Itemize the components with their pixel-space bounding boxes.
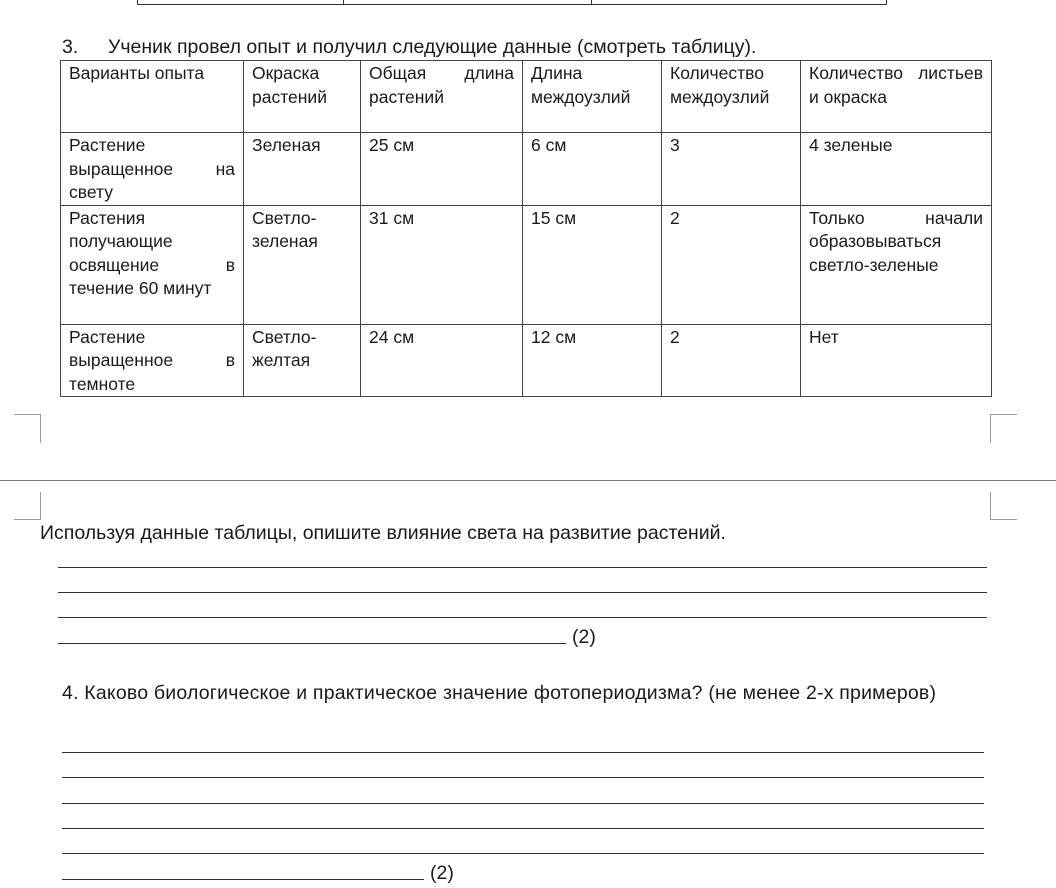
question-4-text: 4. Каково биологическое и практическое значение фотопериодизма? (не менее 2-х примеров) — [62, 682, 937, 704]
crop-mark-bottom-left — [14, 414, 41, 443]
header-leaves: Количество листьев и окраска — [801, 61, 992, 133]
answer-line[interactable] — [62, 803, 984, 804]
answer-line[interactable] — [62, 853, 984, 854]
question-3-text: Ученик провел опыт и получил следующие данные (смотреть таблицу). — [108, 36, 757, 58]
question-3-number: 3. — [62, 36, 79, 58]
cell-color: Зеленая — [244, 133, 361, 206]
cell-internode-length: 12 см — [523, 324, 662, 397]
answer-line[interactable] — [62, 777, 984, 778]
answer-line[interactable] — [62, 828, 984, 829]
header-total-length: Общая длина растений — [361, 61, 523, 133]
cell-leaves: 4 зеленые — [801, 133, 992, 206]
table-row — [61, 324, 992, 397]
cell-internode-length: 15 см — [523, 205, 662, 324]
crop-mark-top-left — [14, 492, 41, 520]
score-q3: (2) — [572, 626, 596, 648]
instruction-text: Используя данные таблицы, опишите влияние света на развитие растений. — [40, 522, 726, 544]
table-row — [61, 205, 992, 324]
header-color: Окраска растений — [244, 61, 361, 133]
previous-table-remnant — [137, 0, 887, 5]
answer-line[interactable] — [62, 752, 984, 753]
table-row — [61, 133, 992, 206]
cell-color: Светло-зеленая — [244, 205, 361, 324]
cell-color: Светло-желтая — [244, 324, 361, 397]
score-q4: (2) — [430, 862, 454, 884]
experiment-table — [60, 60, 992, 397]
answer-line[interactable] — [58, 643, 566, 644]
crop-mark-top-right — [990, 492, 1017, 520]
header-internode-length: Длина междоузлий — [523, 61, 662, 133]
cell-internode-length: 6 см — [523, 133, 662, 206]
cell-total-length: 25 см — [361, 133, 523, 206]
crop-mark-bottom-right — [990, 414, 1017, 443]
header-variant: Варианты опыта — [61, 61, 244, 133]
table-header-row — [61, 61, 992, 133]
cell-variant: Растение выращенное в темноте — [61, 324, 244, 397]
cell-total-length: 24 см — [361, 324, 523, 397]
cell-total-length: 31 см — [361, 205, 523, 324]
answer-line[interactable] — [58, 617, 987, 618]
cell-internode-count: 3 — [662, 133, 801, 206]
cell-variant: Растение выращенное на свету — [61, 133, 244, 206]
cell-internode-count: 2 — [662, 205, 801, 324]
answer-line[interactable] — [58, 592, 987, 593]
question-3-title — [62, 36, 756, 58]
cell-variant: Растения получающие освящение в течение 60 минут — [61, 205, 244, 324]
answer-line[interactable] — [62, 879, 424, 880]
header-internode-count: Количество междоузлий — [662, 61, 801, 133]
cell-internode-count: 2 — [662, 324, 801, 397]
answer-line[interactable] — [58, 567, 987, 568]
page-separator — [0, 480, 1056, 481]
cell-leaves: Только начали образовываться светло-зеленые — [801, 205, 992, 324]
cell-leaves: Нет — [801, 324, 992, 397]
